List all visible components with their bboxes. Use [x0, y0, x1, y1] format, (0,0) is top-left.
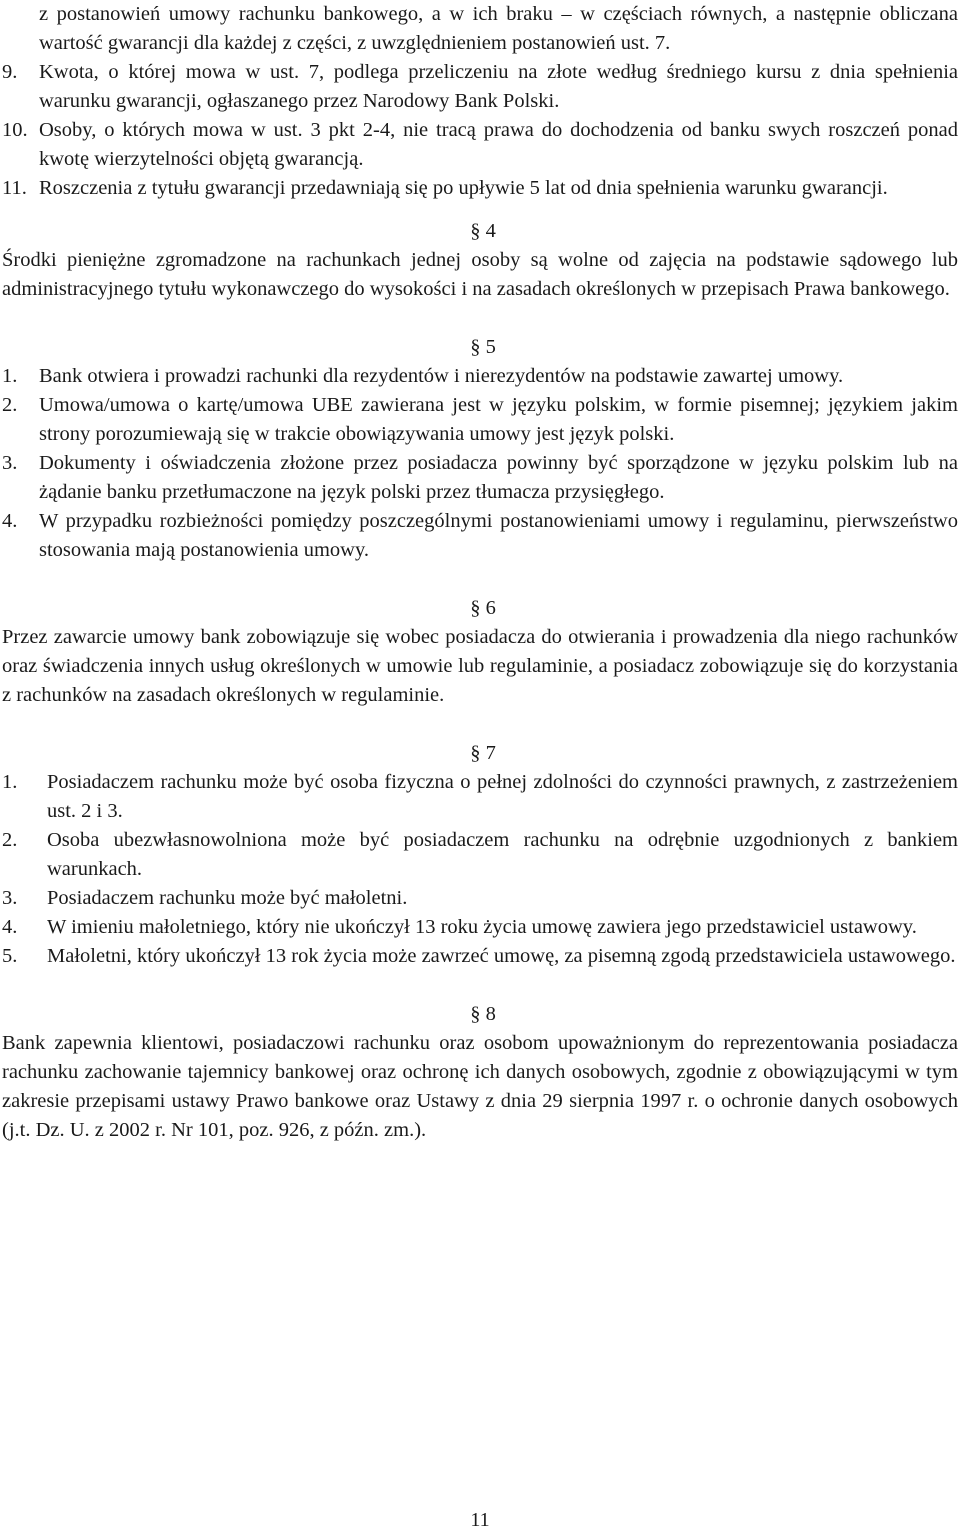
list-item [2, 507, 958, 565]
item-number: 3. [2, 887, 18, 909]
section-heading-5: § 5 [470, 336, 496, 358]
page-number: 11 [470, 1509, 490, 1531]
item-text: Posiadaczem rachunku może być osoba fizyczna o pełnej zdolności do czynności prawnych, z zastrzeżeniem ust. 2 i 3. [47, 771, 958, 822]
item-text: Posiadaczem rachunku może być małoletni. [47, 887, 408, 909]
item-number: 2. [2, 394, 18, 416]
list-item [2, 116, 958, 174]
list-item [2, 913, 958, 942]
section-heading-8: § 8 [470, 1003, 496, 1025]
list-item [2, 391, 958, 449]
list-item [2, 768, 958, 826]
section-6-paragraph: Przez zawarcie umowy bank zobowiązuje się wobec posiadacza do otwierania i prowadzenia dla niego rachunków oraz świadczenia innych usług określonych w umowie lub regulaminie, a posiadacz zobowiązuje się do korzystania z rachunków na zasadach określonych w regulaminie. [2, 626, 958, 706]
section-8-paragraph: Bank zapewnia klientowi, posiadaczowi rachunku oraz osobom upoważnionym do reprezentowania posiadacza rachunku zachowanie tajemnicy bankowej oraz ochronę ich danych osobowych, zgodnie z obowiązującymi w tym zakresie przepisami ustawy Prawo bankowe oraz Ustawy z dnia 29 sierpnia 1997 r. o ochronie danych osobowych (j.t. Dz. U. z 2002 r. Nr 101, poz. 926, z późn. zm.). [2, 1032, 958, 1141]
item-text: Umowa/umowa o kartę/umowa UBE zawierana jest w języku polskim, w formie pisemnej; językiem jakim strony porozumiewają się w trakcie obowiązywania umowy jest język polski. [39, 394, 958, 445]
list-item [2, 942, 958, 971]
item-number: 4. [2, 916, 18, 938]
item-text: Osoby, o których mowa w ust. 3 pkt 2-4, nie tracą prawa do dochodzenia od banku swych roszczeń ponad kwotę wierzytelności objętą gwarancją. [39, 119, 958, 170]
section-heading-6: § 6 [470, 597, 496, 619]
section-4-paragraph: Środki pieniężne zgromadzone na rachunkach jednej osoby są wolne od zajęcia na podstawie sądowego lub administracyjnego tytułu wykonawczego do wysokości i na zasadach określonych w przepisach Prawa bankowego. [2, 249, 958, 300]
item-number: 11. [2, 177, 27, 199]
list-item [2, 362, 958, 391]
document-page [2, 0, 958, 1145]
item-number: 1. [2, 771, 18, 793]
item-text: Kwota, o której mowa w ust. 7, podlega przeliczeniu na złote według średniego kursu z dnia spełnienia warunku gwarancji, ogłaszanego przez Narodowy Bank Polski. [39, 61, 958, 112]
item-number: 10. [2, 119, 28, 141]
item-number: 1. [2, 365, 18, 387]
item-number: 2. [2, 829, 18, 851]
item-text: W przypadku rozbieżności pomiędzy poszczególnymi postanowieniami umowy i regulaminu, pierwszeństwo stosowania mają postanowienia umowy. [39, 510, 958, 561]
item-text: Roszczenia z tytułu gwarancji przedawniają się po upływie 5 lat od dnia spełnienia warunku gwarancji. [39, 177, 888, 199]
intro-continuation: z postanowień umowy rachunku bankowego, a w ich braku – w częściach równych, a następnie obliczana wartość gwarancji dla każdej z części, z uwzględnieniem postanowień ust. 7. [39, 3, 958, 54]
section-heading-7: § 7 [470, 742, 496, 764]
list-item [2, 826, 958, 884]
item-text: Bank otwiera i prowadzi rachunki dla rezydentów i nierezydentów na podstawie zawartej umowy. [39, 365, 844, 387]
list-item [2, 449, 958, 507]
item-text: W imieniu małoletniego, który nie ukończył 13 roku życia umowę zawiera jego przedstawiciel ustawowy. [47, 916, 917, 938]
list-item [2, 58, 958, 116]
section-heading-4: § 4 [470, 220, 496, 242]
item-text: Osoba ubezwłasnowolniona może być posiadaczem rachunku na odrębnie uzgodnionych z bankiem warunkach. [47, 829, 958, 880]
list-item [2, 174, 958, 203]
item-text: Małoletni, który ukończył 13 rok życia może zawrzeć umowę, za pisemną zgodą przedstawiciela ustawowego. [47, 945, 956, 967]
item-number: 4. [2, 510, 18, 532]
item-number: 5. [2, 945, 18, 967]
item-text: Dokumenty i oświadczenia złożone przez posiadacza powinny być sporządzone w języku polskim lub na żądanie banku przetłumaczone na język polski przez tłumacza przysięgłego. [39, 452, 958, 503]
item-number: 9. [2, 61, 18, 83]
list-item [2, 884, 958, 913]
item-number: 3. [2, 452, 18, 474]
